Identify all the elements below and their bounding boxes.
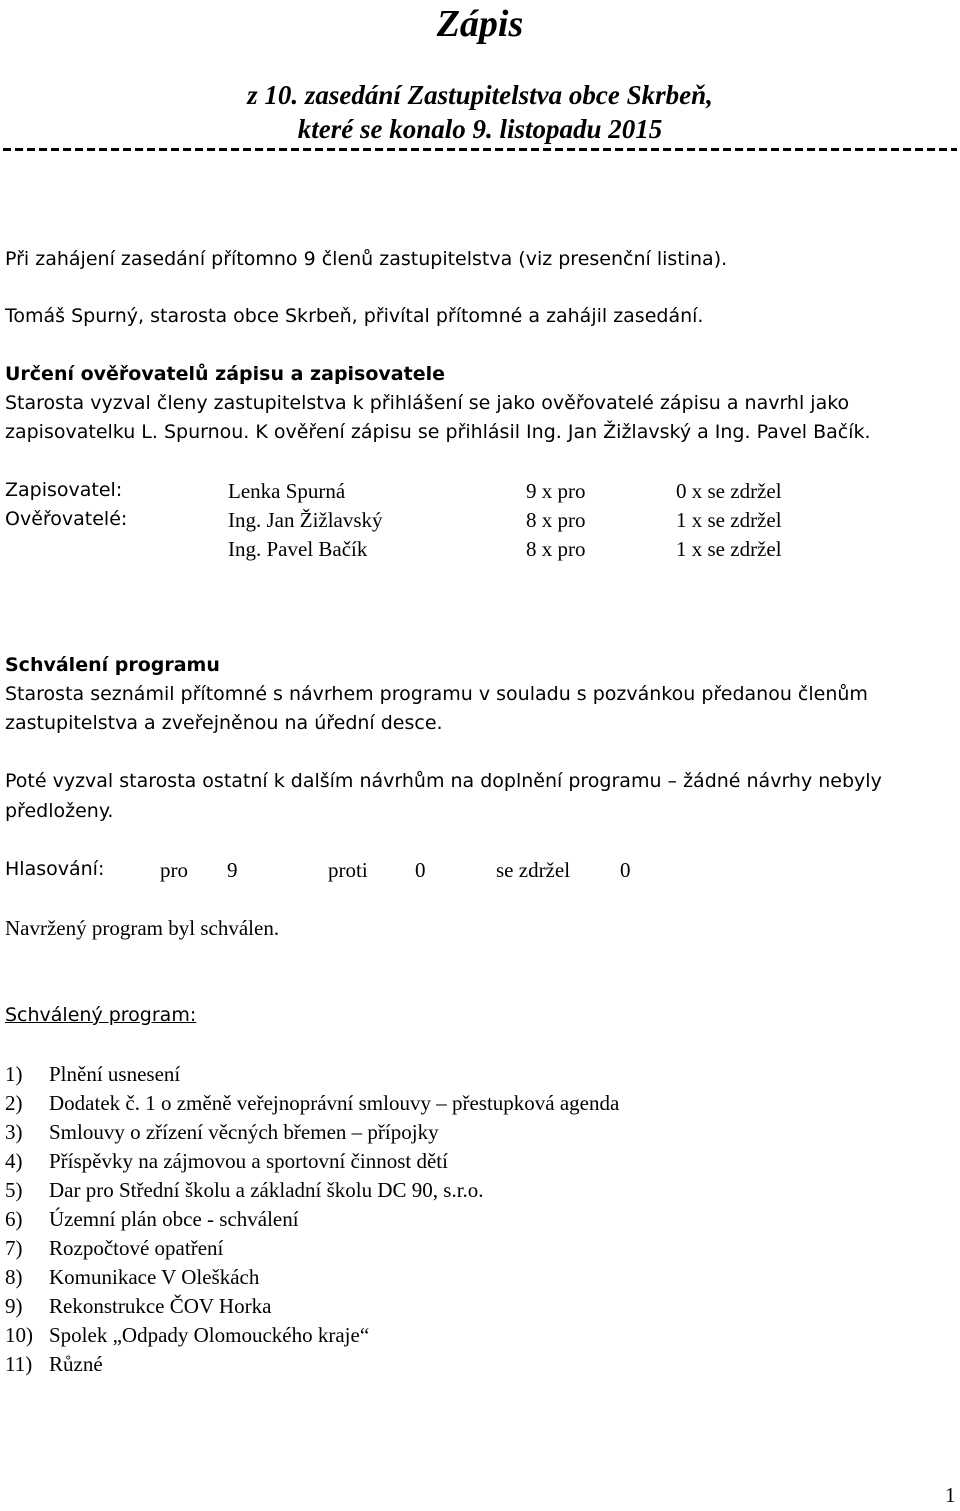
list-item-number: 7)	[5, 1236, 23, 1260]
verifiers-paragraph-line2: zapisovatelku L. Spurnou. K ověření zápisu se přihlásil Ing. Jan Žižlavský a Ing. Pavel Bačík.	[5, 421, 871, 443]
list-item-number: 5)	[5, 1178, 23, 1202]
list-item: Smlouvy o zřízení věcných břemen – přípojky	[49, 1120, 439, 1144]
list-item-number: 4)	[5, 1149, 23, 1173]
table-cell-role: Ověřovatelé:	[5, 508, 128, 530]
list-item-number: 8)	[5, 1265, 23, 1289]
vote-abstain-value: 0	[620, 858, 631, 882]
page-number: 1	[945, 1483, 956, 1507]
list-item-number: 2)	[5, 1091, 23, 1115]
list-item-number: 3)	[5, 1120, 23, 1144]
vote-for-value: 9	[227, 858, 238, 882]
document-subtitle-line1: z 10. zasedání Zastupitelstva obce Skrbeň,	[247, 80, 713, 110]
table-cell-abstain: 1 x se zdržel	[676, 537, 782, 561]
vote-for-label: pro	[160, 858, 188, 882]
attendance-text: Při zahájení zasedání přítomno 9 členů zastupitelstva (viz presenční listina).	[5, 248, 728, 270]
list-item: Různé	[49, 1352, 103, 1376]
program-paragraph-line1: Starosta seznámil přítomné s návrhem programu v souladu s pozvánkou předanou členům	[5, 683, 868, 705]
program-paragraph-line4: předloženy.	[5, 800, 114, 822]
list-item: Rozpočtové opatření	[49, 1236, 224, 1260]
vote-against-value: 0	[415, 858, 426, 882]
list-item-number: 6)	[5, 1207, 23, 1231]
program-paragraph-line3: Poté vyzval starosta ostatní k dalším návrhům na doplnění programu – žádné návrhy nebyly	[5, 770, 882, 792]
approved-program-heading: Schválený program:	[5, 1004, 197, 1026]
opening-text: Tomáš Spurný, starosta obce Skrbeň, přivítal přítomné a zahájil zasedání.	[5, 305, 704, 327]
verifiers-paragraph-line1: Starosta vyzval členy zastupitelstva k přihlášení se jako ověřovatelé zápisu a navrhl jako	[5, 392, 850, 414]
list-item-number: 9)	[5, 1294, 23, 1318]
document-title: Zápis	[436, 3, 524, 45]
verifiers-heading: Určení ověřovatelů zápisu a zapisovatele	[5, 363, 445, 385]
list-item: Dodatek č. 1 o změně veřejnoprávní smlouvy – přestupková agenda	[49, 1091, 620, 1115]
dashed-divider	[3, 148, 957, 151]
vote-abstain-label: se zdržel	[496, 858, 571, 882]
program-heading: Schválení programu	[5, 654, 220, 676]
table-cell-for: 9 x pro	[526, 479, 586, 503]
list-item-number: 1)	[5, 1062, 23, 1086]
list-item: Územní plán obce - schválení	[49, 1207, 299, 1231]
table-cell-role: Zapisovatel:	[5, 479, 123, 501]
table-cell-abstain: 0 x se zdržel	[676, 479, 782, 503]
table-cell-for: 8 x pro	[526, 537, 586, 561]
table-cell-for: 8 x pro	[526, 508, 586, 532]
table-cell-name: Lenka Spurná	[228, 479, 346, 503]
list-item-number: 10)	[5, 1323, 33, 1347]
table-cell-name: Ing. Pavel Bačík	[228, 537, 368, 561]
vote-against-label: proti	[328, 858, 368, 882]
list-item: Rekonstrukce ČOV Horka	[49, 1294, 272, 1318]
list-item: Plnění usnesení	[49, 1062, 181, 1086]
table-cell-name: Ing. Jan Žižlavský	[228, 508, 383, 532]
list-item: Dar pro Střední školu a základní školu DC 90, s.r.o.	[49, 1178, 484, 1202]
list-item-number: 11)	[5, 1352, 33, 1376]
table-cell-abstain: 1 x se zdržel	[676, 508, 782, 532]
document-subtitle-line2: které se konalo 9. listopadu 2015	[297, 114, 663, 144]
program-result: Navržený program byl schválen.	[5, 916, 280, 940]
vote-label: Hlasování:	[5, 858, 105, 880]
list-item: Komunikace V Oleškách	[49, 1265, 260, 1289]
list-item: Příspěvky na zájmovou a sportovní činnost dětí	[49, 1149, 448, 1173]
program-paragraph-line2: zastupitelstva a zveřejněnou na úřední desce.	[5, 712, 443, 734]
list-item: Spolek „Odpady Olomouckého kraje“	[49, 1323, 370, 1347]
